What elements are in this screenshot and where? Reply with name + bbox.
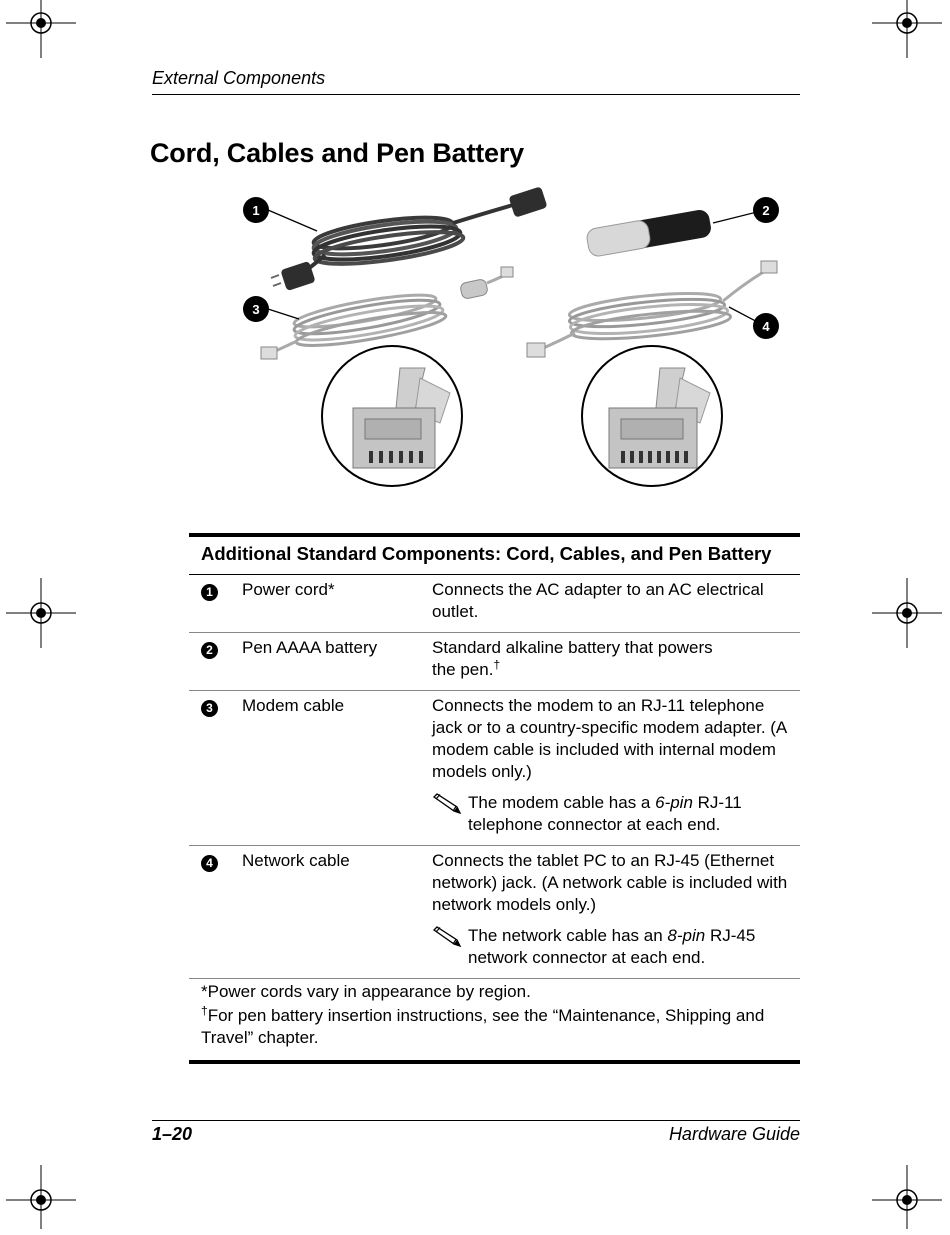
table-footnotes (189, 979, 800, 1064)
footnote-pen-battery: For pen battery insertion instructions, see the “Maintenance, Shipping and Travel” chapter. (201, 1006, 765, 1047)
pencil-note-icon (432, 792, 468, 836)
header-rule (152, 94, 800, 95)
note-emphasis: 8-pin (667, 926, 706, 945)
component-description: Connects the modem to an RJ-11 telephone jack or to a country-specific modem adapter. (A modem cable is included with internal modem models only.) (432, 696, 787, 781)
dagger-footnote-mark: † (201, 1003, 208, 1018)
callout-2 (753, 197, 779, 223)
network-cable-illustration (527, 261, 777, 357)
registration-mark-bottom-left (6, 1165, 76, 1235)
table-row (189, 846, 800, 979)
modem-connector-closeup (322, 346, 462, 486)
pen-battery-illustration (586, 208, 713, 257)
callout-1 (243, 197, 269, 223)
component-description (432, 637, 800, 681)
note (432, 792, 792, 836)
svg-text:3: 3 (252, 302, 260, 317)
svg-text:1: 1 (252, 203, 260, 218)
component-name: Modem cable (242, 696, 345, 715)
callout-number-badge: 4 (201, 855, 218, 872)
registration-mark-bottom-right (872, 1165, 942, 1235)
footer-rule (152, 1120, 800, 1121)
description-line-2: the pen. (432, 660, 494, 679)
footnote-power-cord: *Power cords vary in appearance by region. (201, 982, 531, 1001)
component-name: Pen AAAA battery (242, 638, 378, 657)
registration-mark-top-right (872, 0, 942, 58)
registration-mark-top-left (6, 0, 76, 58)
components-illustration (235, 183, 795, 495)
page-title: Cord, Cables and Pen Battery (150, 138, 524, 168)
callout-3 (243, 296, 269, 322)
components-table (189, 533, 800, 1064)
registration-mark-mid-right (872, 578, 942, 648)
note-emphasis: 6-pin (655, 793, 693, 812)
note-text-end: RJ-11 telephone connector at each end. (468, 793, 742, 834)
page-number: 1–20 (152, 1124, 193, 1144)
component-name: Network cable (242, 851, 350, 870)
note-text: The network cable has an (468, 926, 668, 945)
table-row (189, 633, 800, 691)
table-row (189, 691, 800, 846)
callout-number-badge: 2 (201, 642, 218, 659)
registration-mark-mid-left (6, 578, 76, 648)
running-head: External Components (152, 68, 326, 88)
component-description: Connects the AC adapter to an AC electrical outlet. (432, 580, 764, 621)
note-text-end: RJ-45 network connector at each end. (468, 926, 756, 967)
component-name: Power cord* (242, 580, 335, 599)
svg-text:2: 2 (762, 203, 770, 218)
svg-text:4: 4 (762, 319, 770, 334)
component-description: Connects the tablet PC to an RJ-45 (Ethernet network) jack. (A network cable is included with network models only.) (432, 851, 788, 914)
note (432, 925, 792, 969)
pencil-note-icon (432, 925, 468, 969)
book-title: Hardware Guide (668, 1124, 800, 1144)
table-row (189, 575, 800, 633)
note-text: The modem cable has a (468, 793, 656, 812)
network-connector-closeup (582, 346, 722, 486)
description-line-1: Standard alkaline battery that powers (432, 638, 713, 657)
callout-number-badge: 3 (201, 700, 218, 717)
dagger-footnote-mark: † (493, 657, 501, 672)
callout-4 (753, 313, 779, 339)
callout-number-badge: 1 (201, 584, 218, 601)
table-heading: Additional Standard Components: Cord, Cables, and Pen Battery (189, 537, 800, 575)
